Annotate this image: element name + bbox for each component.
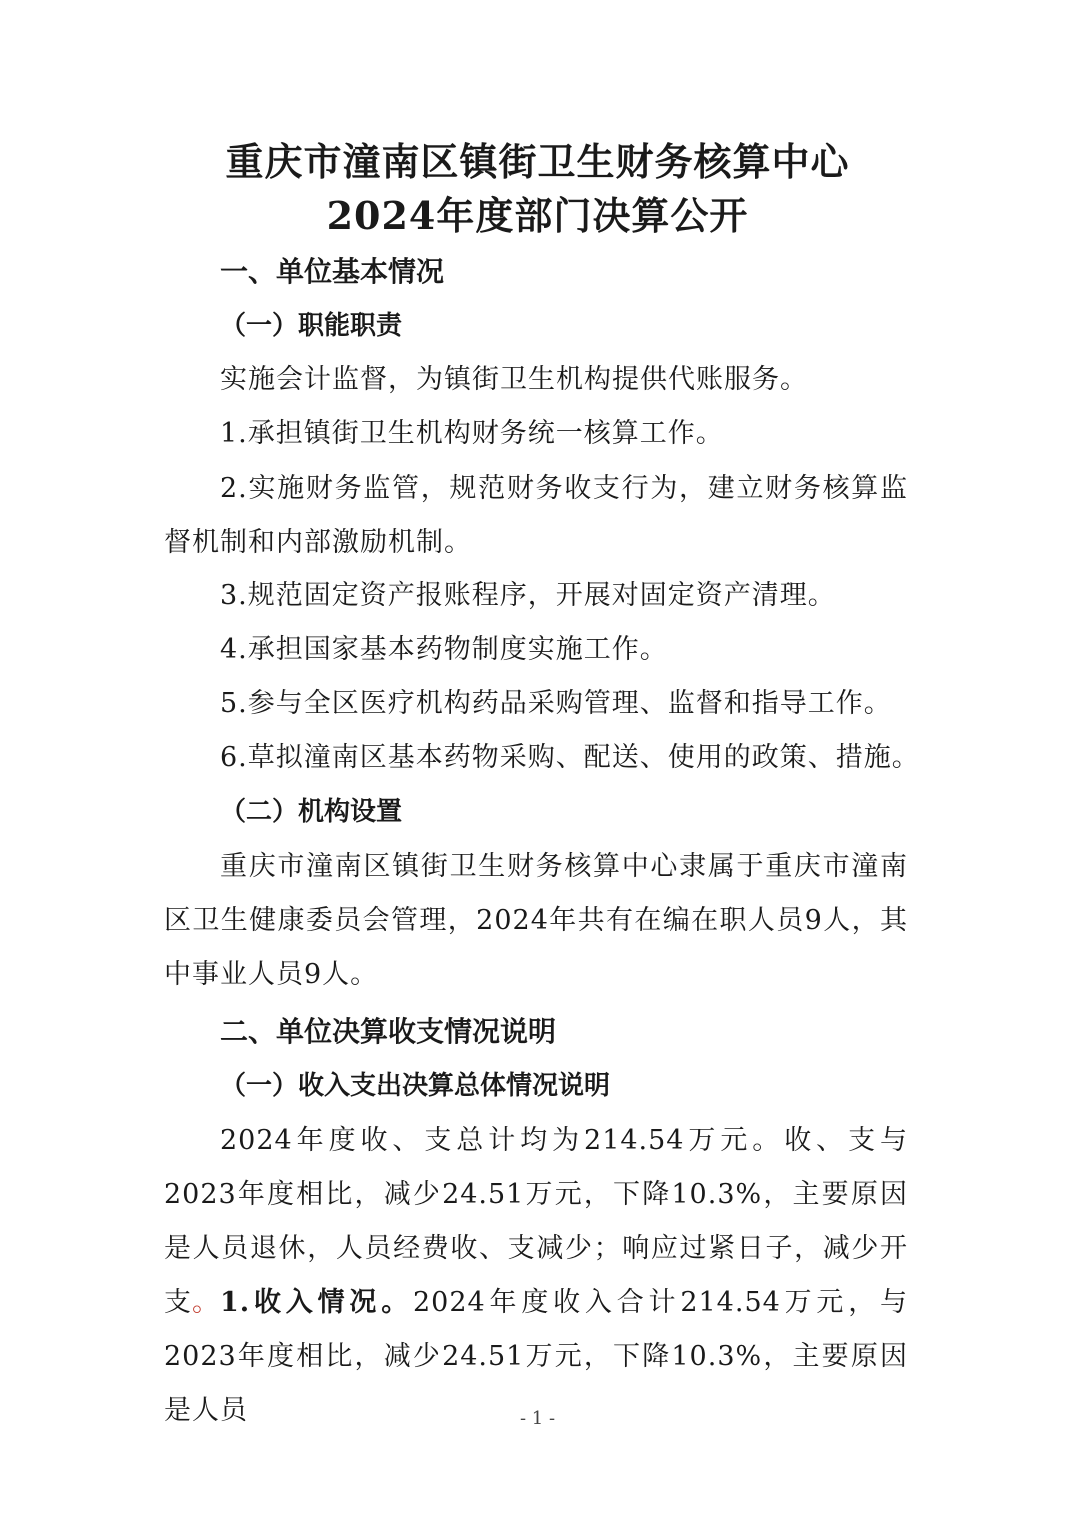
duty-item-1: 1.承担镇街卫生机构财务统一核算工作。	[220, 418, 724, 449]
duty-item-3: 3.规范固定资产报账程序，开展对固定资产清理。	[220, 580, 836, 611]
org-setup-text: 重庆市潼南区镇街卫生财务核算中心隶属于重庆市潼南区卫生健康委员会管理，2024年共有在编在职人员9人，其中事业人员9人。	[164, 851, 908, 990]
summary-text: 2024年度收、支总计均为214.54万元。收、支与2023年度相比，减少24.51万元，下降10.3%，主要原因是人员退休，人员经费收、支减少；响应过紧日子，减少开支	[164, 1125, 908, 1318]
section1-sub1-heading: （一）职能职责	[220, 311, 403, 341]
section2-sub1-heading: （一）收入支出决算总体情况说明	[220, 1071, 611, 1101]
income-label: 1.收入情况。	[220, 1287, 413, 1318]
section2-heading: 二、单位决算收支情况说明	[220, 1015, 557, 1048]
duty-item-5: 5.参与全区医疗机构药品采购管理、监督和指导工作。	[220, 688, 892, 719]
duty-intro: 实施会计监督，为镇街卫生机构提供代账服务。	[220, 364, 808, 395]
document-title-line1: 重庆市潼南区镇街卫生财务核算中心	[225, 139, 850, 184]
section1-sub2-heading: （二）机构设置	[220, 797, 403, 827]
summary-end-mark: 。	[192, 1287, 220, 1318]
page-number: - 1 -	[519, 1408, 556, 1429]
duty-item-2: 2.实施财务监管，规范财务收支行为，建立财务核算监督机制和内部激励机制。	[164, 473, 908, 558]
duty-item-6: 6.草拟潼南区基本药物采购、配送、使用的政策、措施。	[220, 742, 920, 773]
income-text: 2024年度收入合计214.54万元，与2023年度相比，减少24.51万元，下降10.3%，主要原因是人员	[164, 1287, 909, 1426]
duty-item-4: 4.承担国家基本药物制度实施工作。	[220, 634, 668, 665]
section1-heading: 一、单位基本情况	[220, 255, 445, 288]
document-title-line2: 2024年度部门决算公开	[326, 193, 749, 238]
